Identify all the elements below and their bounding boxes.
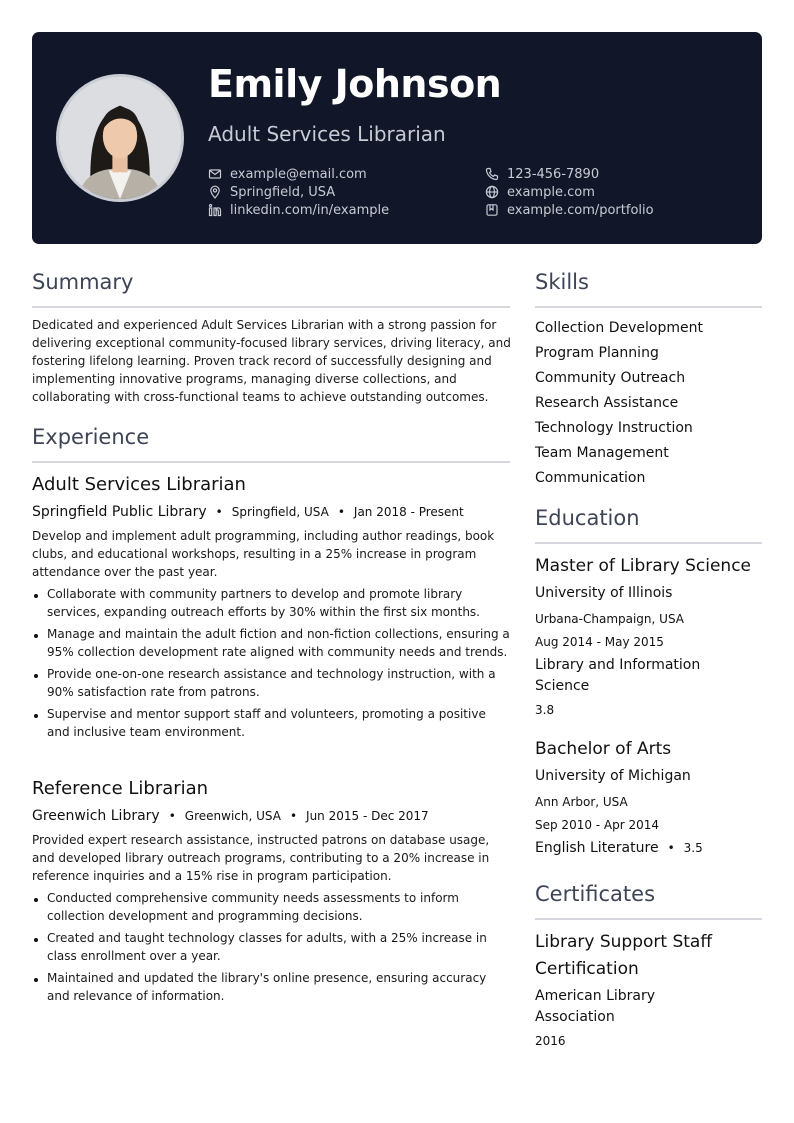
certificate-issuer: American Library Association bbox=[535, 988, 656, 1025]
job-company: Greenwich Library bbox=[32, 808, 160, 824]
contact-website[interactable] bbox=[485, 183, 595, 201]
certificate-name: Library Support Staff Certification bbox=[535, 932, 713, 979]
education-gpa: 3.8 bbox=[535, 703, 555, 717]
phone-icon bbox=[485, 167, 499, 181]
skills-divider bbox=[535, 306, 762, 308]
experience-heading: Experience bbox=[32, 425, 150, 449]
education-location: Urbana-Champaign, USA bbox=[535, 612, 684, 626]
job-bullet: Collaborate with community partners to develop and promote library services, expanding outreach efforts by 30% within the first six months. bbox=[32, 585, 512, 621]
job-dates: Jun 2015 - Dec 2017 bbox=[306, 809, 429, 823]
skill-item: Community Outreach bbox=[535, 370, 686, 386]
separator-dot: • bbox=[168, 809, 176, 823]
experience-divider bbox=[32, 461, 510, 463]
skill-item: Collection Development bbox=[535, 320, 703, 336]
job-bullet: Manage and maintain the adult fiction and non-fiction collections, ensuring a 95% collection development rate aligned with community needs and trends. bbox=[32, 625, 512, 661]
bookmark-icon bbox=[485, 203, 499, 217]
skill-item: Technology Instruction bbox=[535, 420, 693, 436]
job-title: Reference Librarian bbox=[32, 778, 209, 799]
education-field: English Literature bbox=[535, 840, 659, 856]
skill-item: Team Management bbox=[535, 445, 669, 461]
avatar bbox=[59, 77, 181, 199]
job-bullet: Supervise and mentor support staff and volunteers, promoting a positive and inclusive team environment. bbox=[32, 705, 512, 741]
linkedin-icon bbox=[208, 203, 222, 217]
education-school: University of Michigan bbox=[535, 768, 691, 784]
contact-location-text: Springfield, USA bbox=[230, 184, 336, 200]
contact-email-text: example@email.com bbox=[230, 166, 367, 182]
contact-linkedin[interactable] bbox=[208, 201, 389, 219]
contact-portfolio-text: example.com/portfolio bbox=[507, 202, 654, 218]
candidate-name: Emily Johnson bbox=[208, 62, 502, 106]
job-description: Provided expert research assistance, instructed patrons on database usage, and developed library outreach programs, contributing to a 20% increase in reference inquiries and a 15% rise in program participation. bbox=[32, 833, 490, 883]
job-meta bbox=[32, 504, 464, 520]
contact-location bbox=[208, 183, 335, 201]
skill-item: Program Planning bbox=[535, 345, 659, 361]
skill-item: Communication bbox=[535, 470, 646, 486]
job-location: Greenwich, USA bbox=[184, 809, 281, 823]
contact-email[interactable] bbox=[208, 165, 367, 183]
job-bullet: Created and taught technology classes for adults, with a 25% increase in class enrollment over a year. bbox=[32, 929, 512, 965]
contact-phone[interactable] bbox=[485, 165, 599, 183]
summary-heading: Summary bbox=[32, 270, 134, 294]
education-dates: Aug 2014 - May 2015 bbox=[535, 635, 664, 649]
skill-item: Research Assistance bbox=[535, 395, 679, 411]
job-dates: Jan 2018 - Present bbox=[353, 505, 464, 519]
education-gpa: 3.5 bbox=[683, 841, 703, 855]
separator-dot: • bbox=[289, 809, 298, 823]
separator-dot: • bbox=[667, 841, 675, 855]
job-bullet: Conducted comprehensive community needs assessments to inform collection development and programming decisions. bbox=[32, 889, 512, 925]
job-bullet: Maintained and updated the library's online presence, ensuring accuracy and relevance of information. bbox=[32, 969, 512, 1005]
job-bullet: Provide one-on-one research assistance and technology instruction, with a 90% satisfaction rate from patrons. bbox=[32, 665, 512, 701]
education-degree: Bachelor of Arts bbox=[535, 739, 672, 759]
separator-dot: • bbox=[337, 505, 345, 519]
job-description: Develop and implement adult programming, including author readings, book clubs, and educational workshops, resulting in a 25% increase in program attendance over the past year. bbox=[32, 529, 495, 579]
summary-text: Dedicated and experienced Adult Services Librarian with a strong passion for delivering exceptional community-focused library services, driving literacy, and fostering lifelong learning. Proven track record of successfully designing and implementing innovative programs, managing diverse collections, and collaborating with cross-functional teams to achieve outstanding outcomes. bbox=[32, 318, 511, 404]
job-meta bbox=[32, 808, 429, 824]
education-degree: Master of Library Science bbox=[535, 556, 751, 576]
education-location: Ann Arbor, USA bbox=[535, 795, 628, 809]
job-bullets bbox=[32, 889, 512, 1009]
separator-dot: • bbox=[215, 505, 223, 519]
globe-icon bbox=[485, 185, 499, 199]
summary-divider bbox=[32, 306, 510, 308]
education-dates: Sep 2010 - Apr 2014 bbox=[535, 818, 660, 832]
skills-heading: Skills bbox=[535, 270, 589, 294]
map-pin-icon bbox=[208, 185, 222, 199]
job-company: Springfield Public Library bbox=[32, 504, 207, 520]
certificate-year: 2016 bbox=[535, 1034, 566, 1048]
job-bullets bbox=[32, 585, 512, 745]
contact-phone-text: 123-456-7890 bbox=[507, 166, 600, 182]
education-school: University of Illinois bbox=[535, 585, 673, 601]
education-field-row bbox=[535, 840, 703, 856]
contact-website-text: example.com bbox=[507, 184, 595, 200]
job-location: Springfield, USA bbox=[231, 505, 329, 519]
education-divider bbox=[535, 542, 762, 544]
education-field: Library and Information Science bbox=[535, 657, 701, 694]
profile-photo bbox=[56, 74, 184, 202]
contact-linkedin-text: linkedin.com/in/example bbox=[230, 202, 390, 218]
certificates-heading: Certificates bbox=[535, 882, 656, 906]
contact-portfolio[interactable] bbox=[485, 201, 654, 219]
certificates-divider bbox=[535, 918, 762, 920]
job-title: Adult Services Librarian bbox=[32, 474, 246, 495]
skills-list bbox=[535, 316, 703, 491]
candidate-role: Adult Services Librarian bbox=[208, 122, 446, 146]
resume-header bbox=[32, 32, 762, 244]
mail-icon bbox=[208, 167, 222, 181]
education-heading: Education bbox=[535, 506, 640, 530]
